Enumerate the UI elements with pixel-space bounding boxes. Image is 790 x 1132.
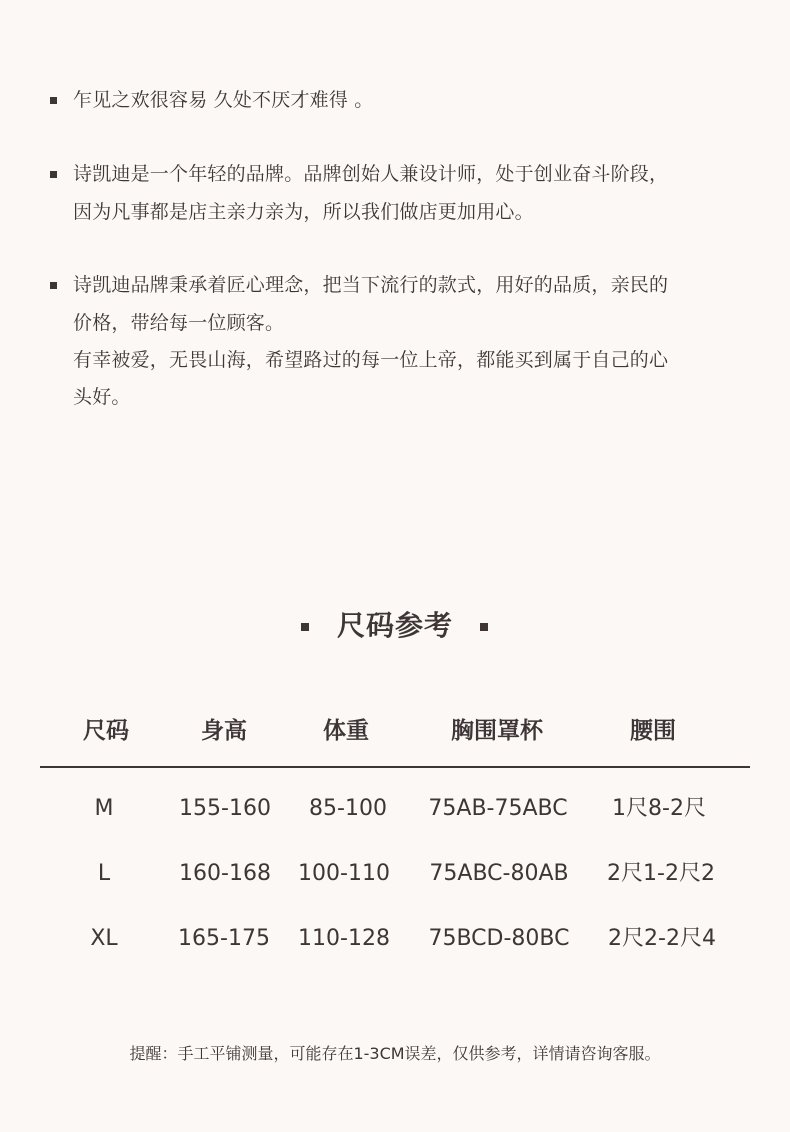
title-square-right-icon bbox=[480, 623, 488, 631]
header-size: 尺码 bbox=[83, 718, 129, 744]
table-header-divider bbox=[40, 766, 750, 768]
cell-waist: 1尺8-2尺 bbox=[612, 796, 706, 821]
intro-text-line: 因为凡事都是店主亲力亲为，所以我们做店更加用心。 bbox=[73, 201, 534, 223]
measurement-note: 提醒：手工平铺测量，可能存在1-3CM误差，仅供参考，详情请咨询客服。 bbox=[129, 1044, 661, 1063]
intro-text-line: 价格，带给每一位顾客。 bbox=[73, 312, 285, 334]
intro-text-line: 诗凯迪是一个年轻的品牌。品牌创始人兼设计师，处于创业奋斗阶段， bbox=[73, 163, 669, 185]
cell-weight: 85-100 bbox=[309, 796, 387, 821]
cell-bust-cup: 75AB-75ABC bbox=[428, 796, 568, 821]
cell-size: XL bbox=[90, 926, 118, 951]
cell-bust-cup: 75ABC-80AB bbox=[429, 861, 569, 886]
cell-waist: 2尺2-2尺4 bbox=[608, 926, 716, 951]
size-reference-title: 尺码参考 bbox=[336, 609, 453, 642]
intro-text-line: 乍见之欢很容易 久处不厌才难得 。 bbox=[73, 89, 374, 111]
intro-text-line: 头好。 bbox=[73, 386, 131, 408]
bullet-square-icon bbox=[50, 171, 57, 178]
size-reference-heading bbox=[0, 603, 790, 649]
header-height: 身高 bbox=[201, 718, 247, 744]
cell-weight: 100-110 bbox=[298, 861, 390, 886]
header-weight: 体重 bbox=[323, 718, 369, 744]
header-bust-cup: 胸围罩杯 bbox=[451, 718, 543, 744]
bullet-square-icon bbox=[50, 97, 57, 104]
cell-bust-cup: 75BCD-80BC bbox=[428, 926, 570, 951]
cell-height: 160-168 bbox=[179, 861, 271, 886]
cell-size: L bbox=[97, 861, 111, 886]
cell-height: 155-160 bbox=[179, 796, 271, 821]
header-waist: 腰围 bbox=[630, 718, 676, 744]
cell-size: M bbox=[94, 796, 114, 821]
intro-text-line: 诗凯迪品牌秉承着匠心理念，把当下流行的款式，用好的品质，亲民的 bbox=[73, 274, 669, 296]
cell-waist: 2尺1-2尺2 bbox=[607, 861, 715, 886]
cell-weight: 110-128 bbox=[298, 926, 390, 951]
intro-text-line: 有幸被爱，无畏山海，希望路过的每一位上帝，都能买到属于自己的心 bbox=[73, 349, 669, 371]
bullet-square-icon bbox=[50, 282, 57, 289]
cell-height: 165-175 bbox=[178, 926, 270, 951]
